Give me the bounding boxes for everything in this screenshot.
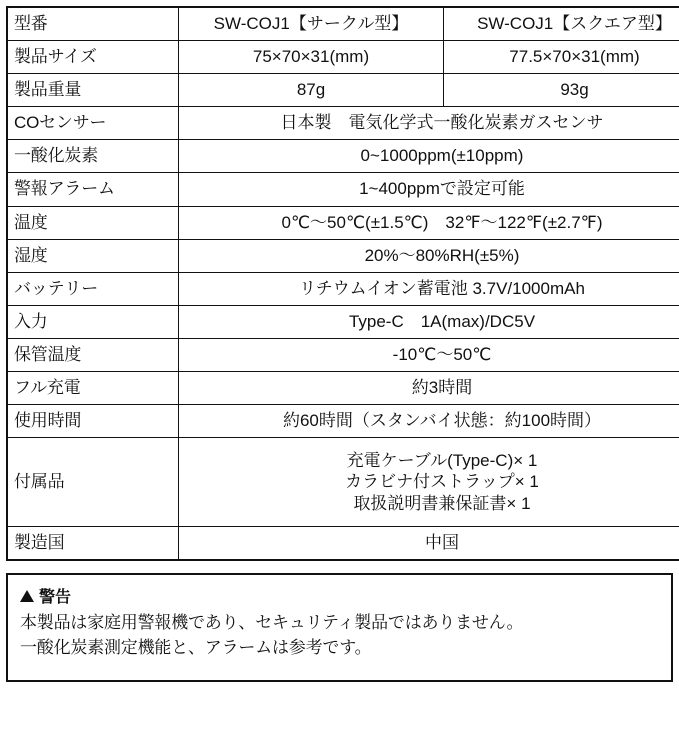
row-label: バッテリー bbox=[7, 272, 179, 305]
row-label: 保管温度 bbox=[7, 338, 179, 371]
row-value-square: SW-COJ1【スクエア型】 bbox=[444, 7, 679, 41]
row-value-square: 93g bbox=[444, 74, 679, 107]
table-row-accessories bbox=[7, 438, 679, 527]
table-row bbox=[7, 372, 679, 405]
row-value: 0℃〜50℃(±1.5℃) 32℉〜122℉(±2.7℉) bbox=[179, 206, 679, 239]
table-row bbox=[7, 338, 679, 371]
warning-line: 本製品は家庭用警報機であり、セキュリティ製品ではありません。 bbox=[20, 613, 524, 633]
accessory-line: 充電ケーブル(Type-C)× 1 bbox=[346, 450, 538, 470]
table-row bbox=[7, 405, 679, 438]
warning-box bbox=[6, 573, 673, 682]
table-row bbox=[7, 239, 679, 272]
row-value-circle: 87g bbox=[179, 74, 444, 107]
table-row bbox=[7, 527, 679, 561]
row-label: 使用時間 bbox=[7, 405, 179, 438]
warning-triangle-icon bbox=[20, 590, 34, 602]
row-value-square: 77.5×70×31(mm) bbox=[444, 41, 679, 74]
row-value: Type-C 1A(max)/DC5V bbox=[179, 305, 679, 338]
row-label: 一酸化炭素 bbox=[7, 140, 179, 173]
row-value: 1~400ppmで設定可能 bbox=[179, 173, 679, 206]
row-value: 20%〜80%RH(±5%) bbox=[179, 239, 679, 272]
warning-body bbox=[20, 611, 659, 660]
row-label: 付属品 bbox=[7, 438, 179, 527]
row-value-circle: 75×70×31(mm) bbox=[179, 41, 444, 74]
table-row bbox=[7, 305, 679, 338]
row-value: 約60時間（スタンバイ状態：約100時間） bbox=[179, 405, 679, 438]
table-row bbox=[7, 107, 679, 140]
row-label: COセンサー bbox=[7, 107, 179, 140]
table-row bbox=[7, 7, 679, 41]
table-row bbox=[7, 140, 679, 173]
row-label: 製造国 bbox=[7, 527, 179, 561]
table-row bbox=[7, 74, 679, 107]
specification-table bbox=[6, 6, 679, 561]
table-row bbox=[7, 41, 679, 74]
accessory-line: 取扱説明書兼保証書× 1 bbox=[353, 494, 531, 514]
table-row bbox=[7, 272, 679, 305]
row-value-accessories bbox=[179, 438, 679, 527]
row-value: 日本製 電気化学式一酸化炭素ガスセンサ bbox=[179, 107, 679, 140]
row-value: 約3時間 bbox=[179, 372, 679, 405]
row-label: 入力 bbox=[7, 305, 179, 338]
accessory-line: カラビナ付ストラップ× 1 bbox=[345, 472, 539, 492]
warning-heading-label: 警告 bbox=[39, 589, 72, 607]
warning-heading bbox=[20, 584, 659, 607]
warning-line: 一酸化炭素測定機能と、アラームは参考です。 bbox=[20, 637, 372, 657]
row-value: 中国 bbox=[179, 527, 679, 561]
row-value-circle: SW-COJ1【サークル型】 bbox=[179, 7, 444, 41]
row-label: 温度 bbox=[7, 206, 179, 239]
row-label: フル充電 bbox=[7, 372, 179, 405]
table-row bbox=[7, 173, 679, 206]
row-label: 警報アラーム bbox=[7, 173, 179, 206]
row-value: -10℃〜50℃ bbox=[179, 338, 679, 371]
row-label: 製品重量 bbox=[7, 74, 179, 107]
row-value: リチウムイオン蓄電池 3.7V/1000mAh bbox=[179, 272, 679, 305]
row-value: 0~1000ppm(±10ppm) bbox=[179, 140, 679, 173]
row-label: 湿度 bbox=[7, 239, 179, 272]
row-label: 型番 bbox=[7, 7, 179, 41]
table-row bbox=[7, 206, 679, 239]
row-label: 製品サイズ bbox=[7, 41, 179, 74]
